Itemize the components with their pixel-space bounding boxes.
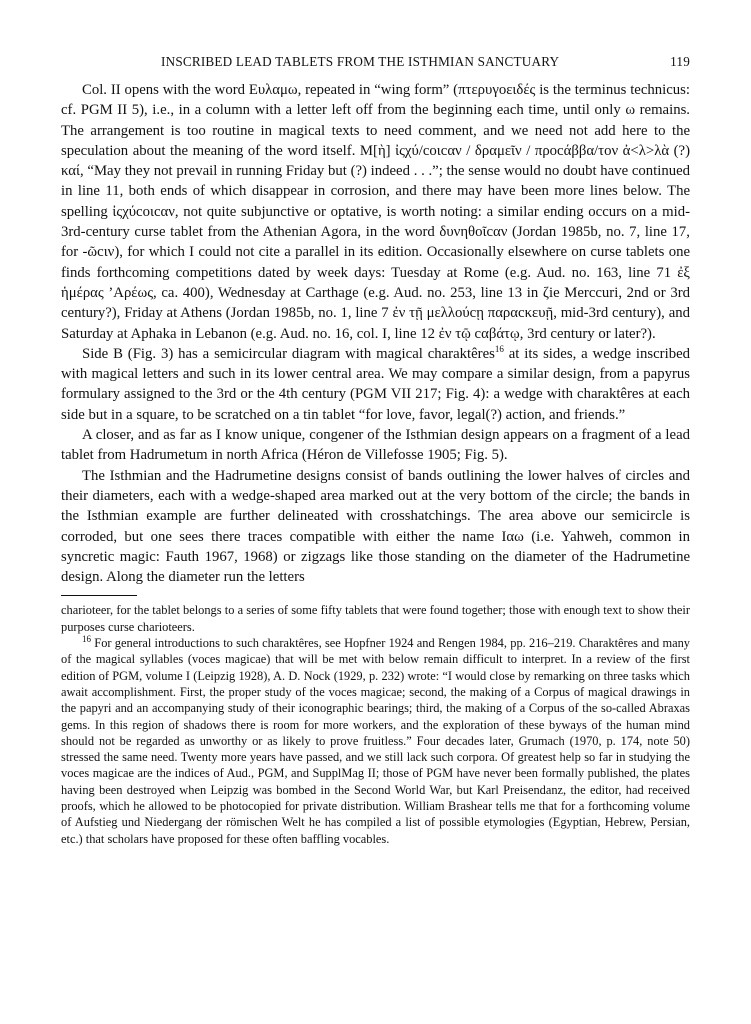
side-b-text-start: Side B (Fig. 3) has a semicircular diagram with magical charaktêres: [82, 345, 495, 362]
paragraph-congener: A closer, and as far as I know unique, congener of the Isthmian design appears on a fragment of a lead tablet from Hadrumetum in north Africa (Héron de Villefosse 1905; Fig. 5).: [61, 427, 690, 464]
paragraph-designs: The Isthmian and the Hadrumetine designs consist of bands outlining the lower halves of circles and their diameters, each with a wedge-shaped area marked out at the very bottom of the circle; the bands in the Isthmian example are further delineated with crosshatchings. The area above our semicircle is corroded, but one sees there traces compatible with either the name Ιαω (i.e. Yahweh, common in syncretic magic: Fauth 1967, 1968) or zigzags like those standing on the diameter of the Hadrumetine design. Along the diameter run the letters: [61, 467, 690, 586]
running-title: INSCRIBED LEAD TABLETS FROM THE ISTHMIAN SANCTUARY: [161, 54, 560, 69]
footnote-continuation: charioteer, for the tablet belongs to a series of some fifty tablets that were found together; those with enough text to show their purposes curse charioteers.: [61, 603, 690, 634]
footnote-16: [61, 635, 690, 847]
page-number: 119: [670, 54, 690, 69]
page: [61, 50, 690, 847]
side-b-text-rest: at its sides, a wedge inscribed with magical letters and such in its lower central area. We may compare a similar design, from a papyrus formulary assigned to the 3rd or the 4th century (PGM VII 217; Fig. 4): a wedge with charaktêres at each side but in a square, to be scratched on a tin tablet “for love, favor, legal(?) action, and friends.”: [61, 345, 690, 423]
paragraph-col-ii: Col. II opens with the word Ευλαμω, repeated in “wing form” (πτερυγοειδές is the terminus technicus: cf. PGM II 5), i.e., in a column with a letter left off from the beginning each time, until only ω remains. The arrangement is too routine in magical texts to need comment, and we need not add here to the speculation about the meaning of the word itself. Μ[ὴ] ἰςχύ/coιcαν / δραμεῖν / προcάββα/τον ἀ<λ>λὰ (?) καί, “May they not prevail in running Friday but (?) indeed . . .”; the sense would no doubt have continued in line 11, both ends of which disappear in corrosion, and there may have been more lines below. The spelling ἰςχύcοιcαν, not quite subjunctive or optative, is worth noting: a similar ending occurs on a mid-3rd-century curse tablet from the Athenian Agora, in the word δυνηθοῖcαν (Jordan 1985b, no. 7, line 17, for -ῶcιν), for which I could not cite a parallel in its edition. Occasionally elsewhere on curse tablets one finds forthcoming competitions dated by week days: Tuesday at Rome (e.g. Aud. no. 163, line 71 ἐξ ἡμέρας ’Αρέως, ca. 400), Wednesday at Carthage (e.g. Aud. no. 253, line 13 in ζie Merccuri, 2nd or 3rd century?), Friday at Athens (Jordan 1985b, no. 1, line 7 ἐν τῇ μελλούcῃ παραcκευῇ, mid-3rd century), and Saturday at Aphaka in Lebanon (e.g. Aud. no. 16, col. I, line 12 ἐν τῷ cαβάτῳ, 3rd century or later?).: [61, 82, 690, 342]
footnotes: [61, 602, 690, 846]
footnote-16-number: 16: [82, 633, 91, 644]
main-text: [61, 80, 690, 587]
footnote-16-text: For general introductions to such charaktêres, see Hopfner 1924 and Rengen 1984, pp. 216–219. Charaktêres and many of the magical syllables (voces magicae) that will be met with below remain difficult to interpret. In a review of the first edition of PGM, volume I (Leipzig 1928), A. D. Nock (1929, p. 232) wrote: “I would close by remarking on three tasks which await accomplishment. First, the proper study of the voces magicae; second, the making of a Corpus of magical drawings in the papyri and an accompanying study of their iconographic bearings; third, the making of a Corpus of the so-called Abraxas gems. In this region of shadows there is room for more workers, and the exploration of these byways of the human mind should not be regarded as unworthy or as likely to prove fruitless.” Four decades later, Grumach (1970, p. 174, note 50) stressed the same need. Twenty more years have passed, and we still lack such corpora. Of greatest help so far in studying the voces magicae are the indices of Aud., PGM, and SupplMag II; those of PGM have never been formally published, the plates having been destroyed when Leipzig was bombed in the Second World War, but Karl Preisendanz, the editor, had received proofs, which he allowed to be photocopied for private distribution. William Brashear tells me that for a forthcoming volume of Aufstieg und Niedergang der römischen Welt he has compiled a list of possible etymologies (Egyptian, Hebrew, Persian, etc.) that scholars have proposed for these often baffling vocables.: [61, 636, 690, 846]
running-header: [61, 50, 690, 72]
paragraph-side-b: [61, 344, 690, 425]
footnote-reference-16[interactable]: 16: [494, 343, 504, 354]
footnote-rule: [61, 595, 137, 596]
